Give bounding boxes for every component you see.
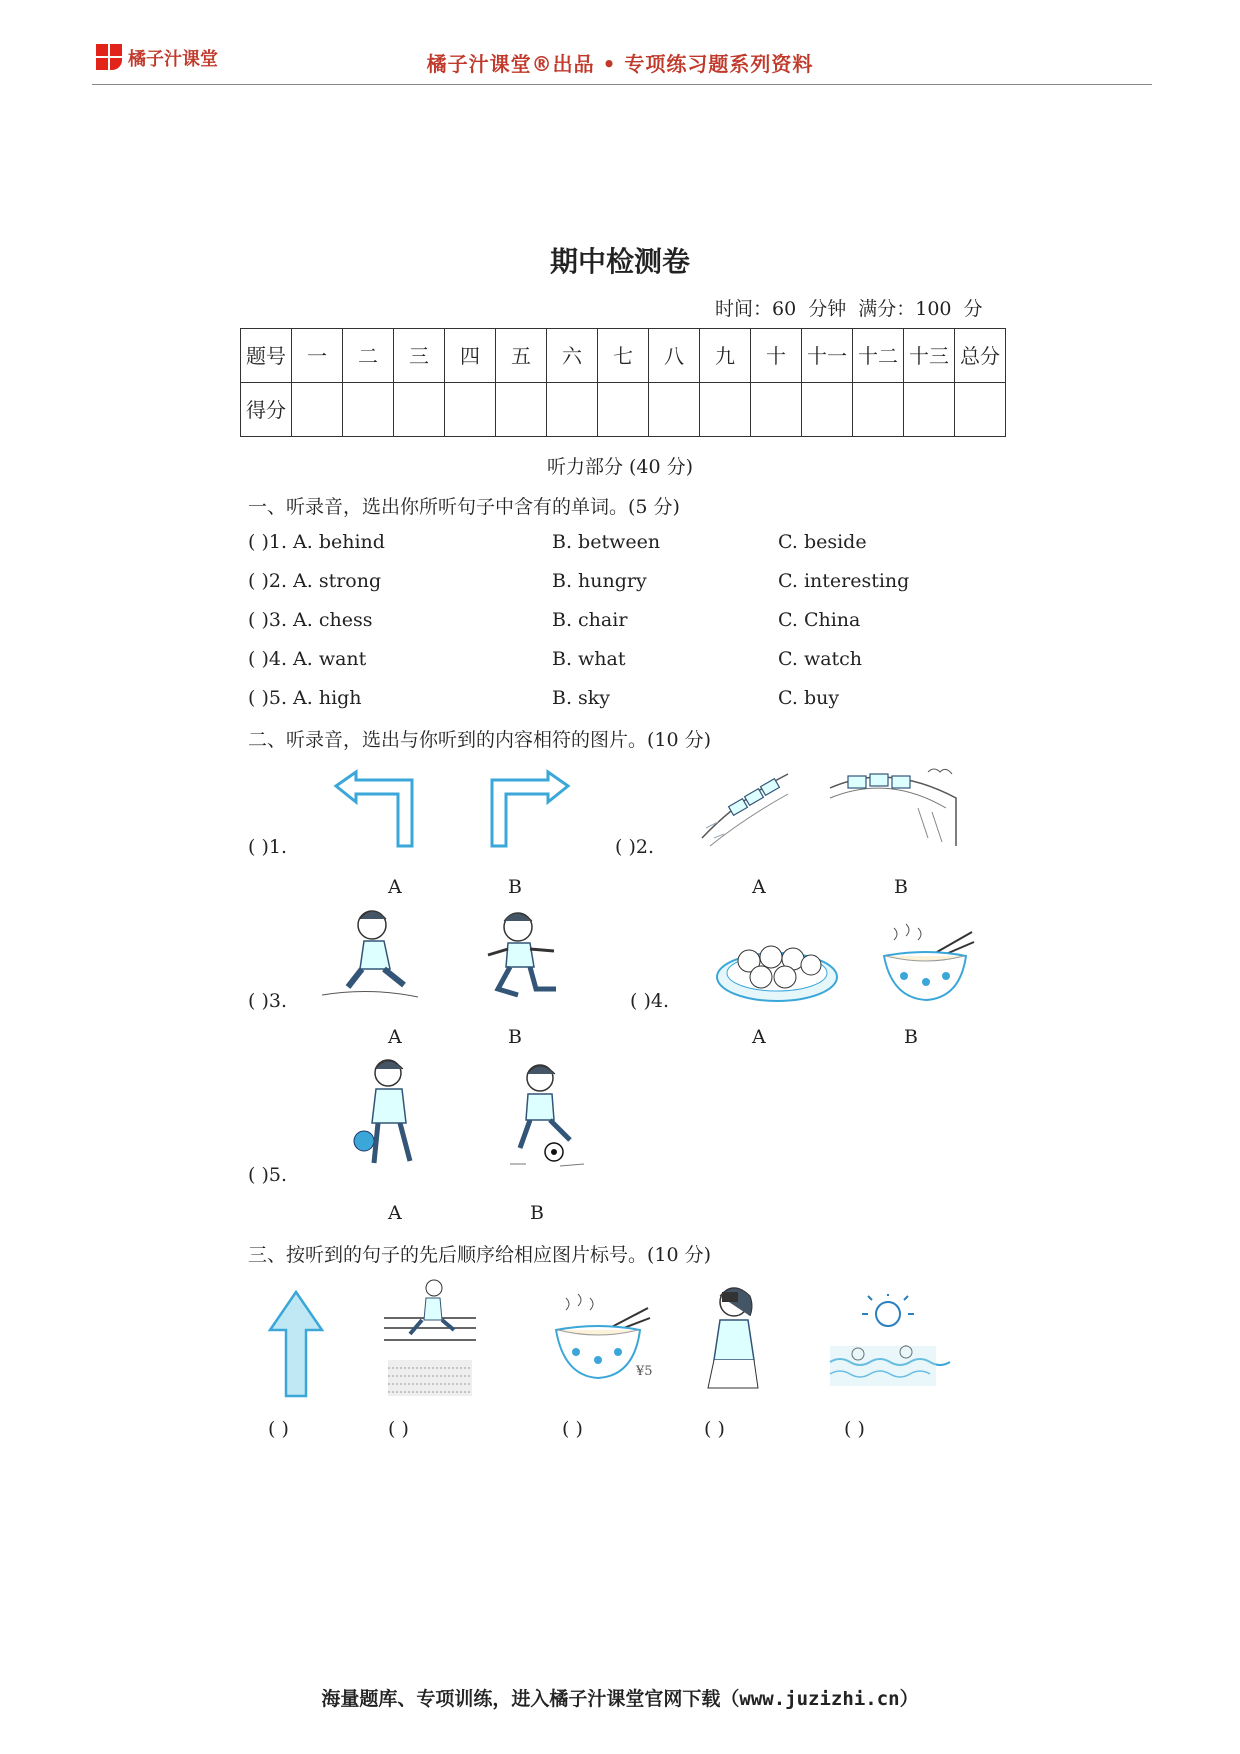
section2-title: 二、听录音，选出与你听到的内容相符的图片。(10 分) bbox=[248, 729, 712, 751]
section1-title: 一、听录音，选出你所听句子中含有的单词。(5 分) bbox=[248, 496, 680, 518]
score-cell[interactable] bbox=[394, 383, 445, 437]
noodles-bowl-picture bbox=[880, 920, 975, 1010]
s3-blank-5[interactable]: ( ) bbox=[844, 1418, 865, 1440]
train-up-hill-picture bbox=[700, 768, 790, 848]
header-banner: 橘子汁课堂®出品 • 专项练习题系列资料 bbox=[426, 52, 814, 76]
score-col-6: 六 bbox=[547, 329, 598, 383]
s2-q3-label-a: A bbox=[388, 1026, 402, 1048]
listening-heading: 听力部分 (40 分) bbox=[546, 456, 694, 478]
score-table-header-row bbox=[241, 329, 1006, 383]
boy-basketball-picture bbox=[350, 1055, 430, 1173]
s2-q1-label-a: A bbox=[388, 876, 402, 898]
s1-q3-option-c: C. China bbox=[778, 609, 861, 631]
s2-q5-label-b: B bbox=[530, 1202, 544, 1224]
dumplings-plate-picture bbox=[715, 935, 840, 1005]
score-row-label-number: 题号 bbox=[241, 329, 292, 383]
s3-blank-3[interactable]: ( ) bbox=[562, 1418, 583, 1440]
score-col-9: 九 bbox=[700, 329, 751, 383]
s2-q5-label: ( )5. bbox=[248, 1164, 287, 1186]
s3-blank-4[interactable]: ( ) bbox=[704, 1418, 725, 1440]
s1-q1-option-b: B. between bbox=[552, 531, 661, 553]
score-cell[interactable] bbox=[445, 383, 496, 437]
girl-high-jump-picture bbox=[382, 1278, 478, 1398]
s1-q4-prefix: ( )4. A. want bbox=[248, 648, 367, 670]
score-row-label-score: 得分 bbox=[241, 383, 292, 437]
s1-q4-option-c: C. watch bbox=[778, 648, 863, 670]
score-col-2: 二 bbox=[343, 329, 394, 383]
header-divider bbox=[92, 84, 1152, 85]
score-col-13: 十三 bbox=[904, 329, 955, 383]
exam-time-info: 时间：60 分钟 满分：100 分 bbox=[715, 298, 983, 320]
score-cell[interactable] bbox=[955, 383, 1006, 437]
score-col-8: 八 bbox=[649, 329, 700, 383]
score-col-7: 七 bbox=[598, 329, 649, 383]
swimming-in-sun-picture bbox=[828, 1296, 938, 1396]
train-over-bridge-picture bbox=[828, 768, 958, 848]
s1-q5-option-c: C. buy bbox=[778, 687, 840, 709]
score-col-3: 三 bbox=[394, 329, 445, 383]
s2-q5-label-a: A bbox=[388, 1202, 402, 1224]
score-table-score-row bbox=[241, 383, 1006, 437]
score-col-11: 十一 bbox=[802, 329, 853, 383]
score-cell[interactable] bbox=[343, 383, 394, 437]
score-cell[interactable] bbox=[292, 383, 343, 437]
s1-q2-option-b: B. hungry bbox=[552, 570, 647, 592]
s1-q3-option-b: B. chair bbox=[552, 609, 628, 631]
boy-running-picture bbox=[320, 905, 420, 1005]
turn-left-arrow-icon bbox=[334, 770, 414, 848]
s2-q4-label-a: A bbox=[752, 1026, 766, 1048]
score-col-total: 总分 bbox=[955, 329, 1006, 383]
s1-q1-prefix: ( )1. A. behind bbox=[248, 531, 385, 553]
score-col-4: 四 bbox=[445, 329, 496, 383]
score-cell[interactable] bbox=[751, 383, 802, 437]
s1-q5-prefix: ( )5. A. high bbox=[248, 687, 362, 709]
s2-q4-label-b: B bbox=[904, 1026, 918, 1048]
score-table bbox=[240, 328, 1006, 437]
s2-q3-label-b: B bbox=[508, 1026, 522, 1048]
boy-football-picture bbox=[500, 1060, 590, 1172]
up-arrow-picture bbox=[268, 1290, 324, 1398]
score-col-10: 十 bbox=[751, 329, 802, 383]
s2-q2-label-a: A bbox=[752, 876, 766, 898]
score-col-12: 十二 bbox=[853, 329, 904, 383]
s1-q3-prefix: ( )3. A. chess bbox=[248, 609, 373, 631]
section3-title: 三、按听到的句子的先后顺序给相应图片标号。(10 分) bbox=[248, 1244, 712, 1266]
price-tag: ¥5 bbox=[636, 1364, 653, 1379]
score-cell[interactable] bbox=[598, 383, 649, 437]
s2-q2-label: ( )2. bbox=[615, 836, 654, 858]
score-cell[interactable] bbox=[547, 383, 598, 437]
score-cell[interactable] bbox=[853, 383, 904, 437]
s1-q2-prefix: ( )2. A. strong bbox=[248, 570, 382, 592]
footer-note: 海量题库、专项训练，进入橘子汁课堂官网下载（www.juzizhi.cn） bbox=[321, 1688, 919, 1710]
s1-q4-option-b: B. what bbox=[552, 648, 626, 670]
s1-q1-option-c: C. beside bbox=[778, 531, 867, 553]
score-cell[interactable] bbox=[496, 383, 547, 437]
s1-q5-option-b: B. sky bbox=[552, 687, 611, 709]
score-cell[interactable] bbox=[649, 383, 700, 437]
s3-blank-2[interactable]: ( ) bbox=[388, 1418, 409, 1440]
exam-title: 期中检测卷 bbox=[549, 245, 690, 278]
score-cell[interactable] bbox=[904, 383, 955, 437]
turn-right-arrow-icon bbox=[490, 770, 570, 848]
s2-q2-label-b: B bbox=[894, 876, 908, 898]
brand-logo-text: 橘子汁课堂 bbox=[128, 49, 218, 70]
s2-q3-label: ( )3. bbox=[248, 990, 287, 1012]
boy-jumping-picture bbox=[470, 905, 570, 1005]
s3-blank-1[interactable]: ( ) bbox=[268, 1418, 289, 1440]
s2-q1-label: ( )1. bbox=[248, 836, 287, 858]
score-cell[interactable] bbox=[700, 383, 751, 437]
girl-taking-photo-picture bbox=[700, 1284, 770, 1394]
s1-q2-option-c: C. interesting bbox=[778, 570, 910, 592]
s2-q4-label: ( )4. bbox=[630, 990, 669, 1012]
score-cell[interactable] bbox=[802, 383, 853, 437]
s2-q1-label-b: B bbox=[508, 876, 522, 898]
score-col-5: 五 bbox=[496, 329, 547, 383]
score-col-1: 一 bbox=[292, 329, 343, 383]
